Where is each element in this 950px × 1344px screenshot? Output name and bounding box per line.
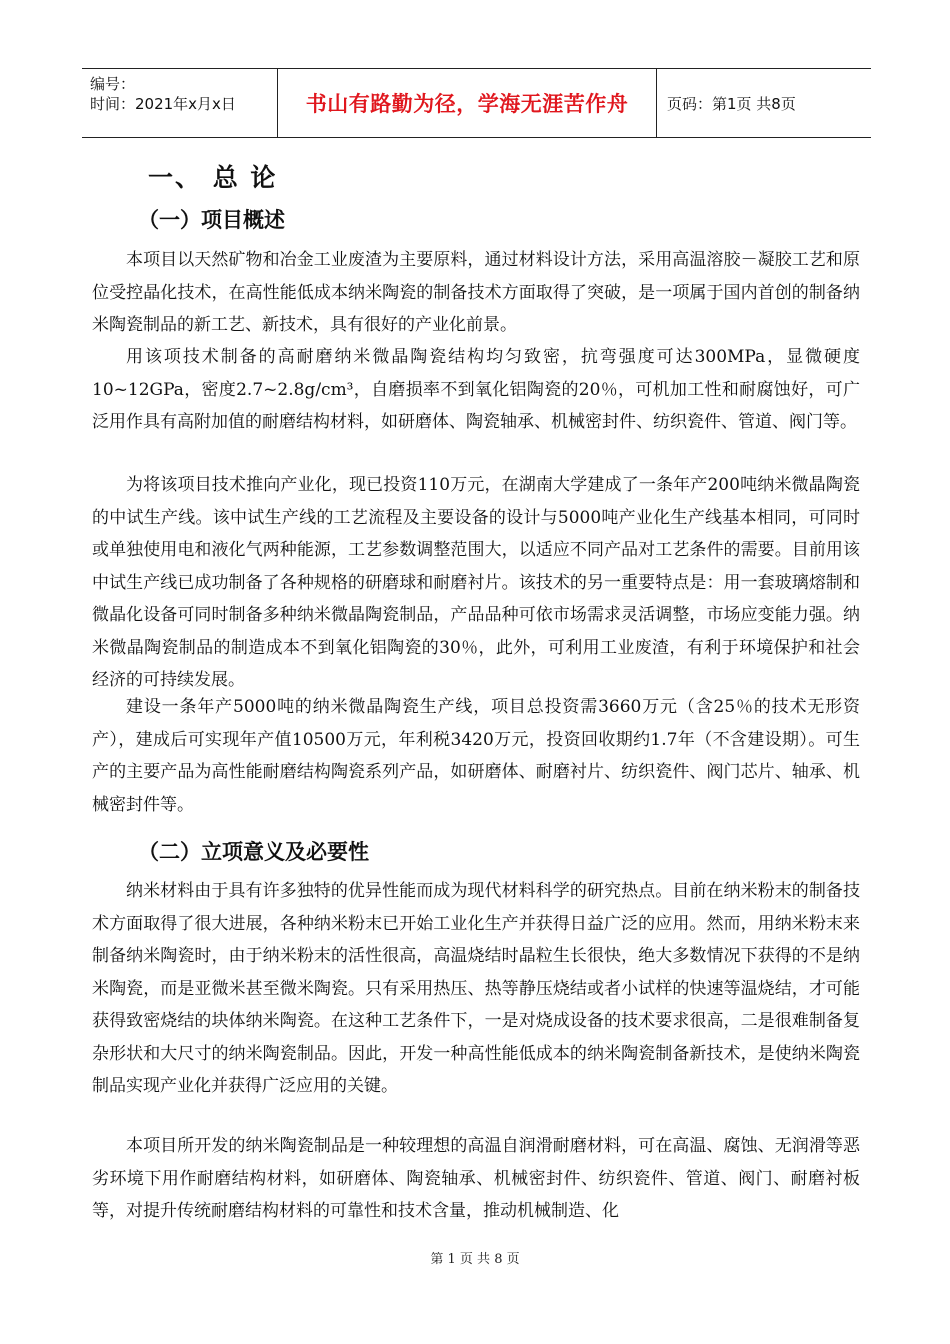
paragraph: 本项目所开发的纳米陶瓷制品是一种较理想的高温自润滑耐磨材料，可在高温、腐蚀、无润滑等恶劣环境下用作耐磨结构材料，如研磨体、陶瓷轴承、机械密封件、纺织瓷件、管道、阀门、耐磨衬板等，对提升传统耐磨结构材料的可靠性和技术含量，推动机械制造、化 (92, 1136, 860, 1221)
paragraph: 本项目以天然矿物和冶金工业废渣为主要原料，通过材料设计方法，采用高温溶胶－凝胶工艺和原位受控晶化技术，在高性能低成本纳米陶瓷的制备技术方面取得了突破，是一项属于国内首创的制备纳米陶瓷制品的新工艺、新技术，具有很好的产业化前景。 (92, 250, 860, 335)
section-title-overview: （一）项目概述 (138, 208, 285, 232)
header-motto: 书山有路勤为径，学海无涯苦作舟 (305, 92, 629, 116)
header-page-cell (657, 69, 871, 137)
header-motto-cell (278, 69, 657, 137)
header-meta (82, 69, 278, 137)
page-header (82, 68, 871, 138)
document-number-label: 编号： (90, 75, 136, 93)
paragraph: 为将该项目技术推向产业化，现已投资110万元，在湖南大学建成了一条年产200吨纳米微晶陶瓷的中试生产线。该中试生产线的工艺流程及主要设备的设计与5000吨产业化生产线基本相同，可同时或单独使用电和液化气两种能源，工艺参数调整范围大，以适应不同产品对工艺条件的需要。目前用该中试生产线已成功制备了各种规格的研磨球和耐磨衬片。该技术的另一重要特点是：用一套玻璃熔制和微晶化设备可同时制备多种纳米微晶陶瓷制品，产品品种可依市场需求灵活调整，市场应变能力强。纳米微晶陶瓷制品的制造成本不到氧化铝陶瓷的30％，此外，可利用工业废渣，有利于环境保护和社会经济的可持续发展。 (92, 475, 860, 690)
section-title-significance: （二）立项意义及必要性 (138, 840, 369, 864)
paragraph: 用该项技术制备的高耐磨纳米微晶陶瓷结构均匀致密，抗弯强度可达300MPa，显微硬度10~12GPa，密度2.7~2.8g/cm³，自磨损率不到氧化铝陶瓷的20％，可机加工性和耐腐蚀好，可广泛用作具有高附加值的耐磨结构材料，如研磨体、陶瓷轴承、机械密封件、纺织瓷件、管道、阀门等。 (92, 347, 860, 432)
chapter-title: 一、 总 论 (148, 163, 278, 192)
page-footer: 第 1 页 共 8 页 (430, 1252, 520, 1267)
header-page-label: 页码：第1页 共8页 (667, 94, 796, 113)
paragraph: 纳米材料由于具有许多独特的优异性能而成为现代材料科学的研究热点。目前在纳米粉末的制备技术方面取得了很大进展，各种纳米粉末已开始工业化生产并获得日益广泛的应用。然而，用纳米粉末来制备纳米陶瓷时，由于纳米粉末的活性很高，高温烧结时晶粒生长很快，绝大多数情况下获得的不是纳米陶瓷，而是亚微米甚至微米陶瓷。只有采用热压、热等静压烧结或者小试样的快速等温烧结，才可能获得致密烧结的块体纳米陶瓷。在这种工艺条件下，一是对烧成设备的技术要求很高，二是很难制备复杂形状和大尺寸的纳米陶瓷制品。因此，开发一种高性能低成本的纳米陶瓷制备新技术，是使纳米陶瓷制品实现产业化并获得广泛应用的关键。 (92, 881, 860, 1096)
document-date-label: 时间：2021年x月x日 (90, 95, 236, 113)
paragraph: 建设一条年产5000吨的纳米微晶陶瓷生产线，项目总投资需3660万元（含25％的技术无形资产），建成后可实现年产值10500万元，年利税3420万元，投资回收期约1.7年（不含建设期）。可生产的主要产品为高性能耐磨结构陶瓷系列产品，如研磨体、耐磨衬片、纺织瓷件、阀门芯片、轴承、机械密封件等。 (92, 697, 860, 815)
